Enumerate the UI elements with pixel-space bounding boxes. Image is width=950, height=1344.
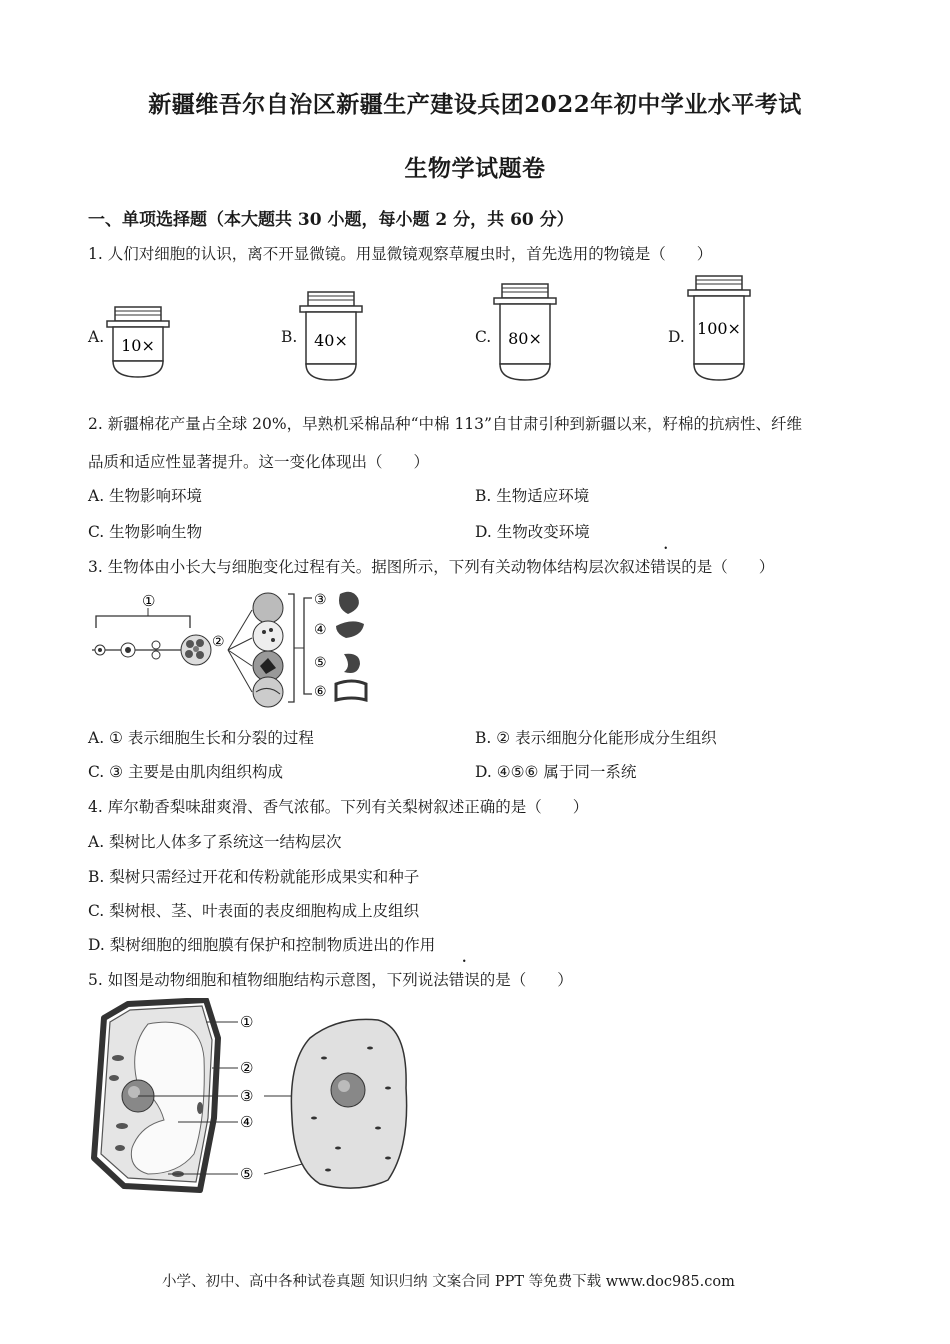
q3-option-c: C. ③ 主要是由肌肉组织构成 bbox=[88, 763, 283, 781]
cell-development-diagram bbox=[90, 588, 380, 710]
q2-option-c: C. 生物影响生物 bbox=[88, 523, 203, 541]
animal-cell bbox=[291, 1019, 406, 1188]
q2-stem-line1: 2. 新疆棉花产量占全球 20%，早熟机采棉品种“中棉 113”自甘肃引种到新疆以来，籽棉的抗病性、纤维 bbox=[88, 415, 802, 433]
liver-icon bbox=[336, 621, 364, 638]
q1-option-a-label: A. bbox=[88, 328, 105, 346]
objective-lens-mag-b: 40× bbox=[314, 331, 348, 350]
intestine-icon bbox=[336, 681, 366, 700]
q2-option-a: A. 生物影响环境 bbox=[88, 487, 203, 505]
q2-option-d: D. 生物改变环境 bbox=[475, 523, 590, 541]
title-line2: 生物学试题卷 bbox=[404, 155, 546, 182]
label-2: ② bbox=[212, 634, 225, 650]
label-4: ④ bbox=[314, 622, 327, 638]
q1-option-b-label: B. bbox=[281, 328, 298, 346]
q3-option-b: B. ② 表示细胞分化能形成分生组织 bbox=[475, 729, 717, 747]
label-5-4: ④ bbox=[240, 1113, 254, 1131]
title-line1: 新疆维吾尔自治区新疆生产建设兵团2022年初中学业水平考试 bbox=[148, 91, 802, 118]
label-5-5: ⑤ bbox=[240, 1165, 254, 1183]
footer-text: 小学、初中、高中各种试卷真题 知识归纳 文案合同 PPT 等免费下载 www.doc985.com bbox=[162, 1274, 735, 1290]
cell-structure-diagram bbox=[88, 998, 428, 1198]
label-1: ① bbox=[142, 592, 156, 610]
heart-icon bbox=[339, 592, 359, 614]
label-3: ③ bbox=[314, 592, 327, 608]
q5-stem: 5. 如图是动物细胞和植物细胞结构示意图，下列说法错误的是（ ） bbox=[88, 968, 573, 990]
objective-lens-100x-icon bbox=[684, 274, 754, 382]
q4-stem: 4. 库尔勒香梨味甜爽滑、香气浓郁。下列有关梨树叙述正确的是（ ） bbox=[88, 798, 589, 816]
objective-lens-mag-c: 80× bbox=[508, 329, 542, 348]
objective-lens-mag-d: 100× bbox=[697, 319, 741, 338]
objective-lens-10x-icon bbox=[103, 305, 173, 380]
q1-stem: 1. 人们对细胞的认识，离不开显微镜。用显微镜观察草履虫时，首先选用的物镜是（ ） bbox=[88, 245, 713, 263]
q2-stem-line2: 品质和适应性显著提升。这一变化体现出（ ） bbox=[88, 453, 430, 471]
plant-cell bbox=[94, 1000, 218, 1190]
q1-option-c-label: C. bbox=[475, 328, 492, 346]
q3-option-d: D. ④⑤⑥ 属于同一系统 bbox=[475, 763, 637, 781]
q3-option-a: A. ① 表示细胞生长和分裂的过程 bbox=[88, 729, 314, 747]
q3-emphasis: 错误 bbox=[650, 558, 682, 576]
objective-lens-mag-a: 10× bbox=[121, 336, 155, 355]
label-5-2: ② bbox=[240, 1059, 254, 1077]
q4-option-b: B. 梨树只需经过开花和传粉就能形成果实和种子 bbox=[88, 868, 420, 886]
q3-stem: 3. 生物体由小长大与细胞变化过程有关。据图所示，下列有关动物体结构层次叙述错误的是（ ） bbox=[88, 555, 774, 577]
q5-emphasis: 错误 bbox=[448, 971, 480, 989]
section-heading: 一、单项选择题（本大题共 30 小题，每小题 2 分，共 60 分） bbox=[88, 210, 574, 230]
stomach-icon bbox=[344, 654, 360, 673]
q2-option-b: B. 生物适应环境 bbox=[475, 487, 590, 505]
q1-option-d-label: D. bbox=[668, 328, 685, 346]
objective-lens-80x-icon bbox=[490, 282, 560, 382]
q4-option-d: D. 梨树细胞的细胞膜有保护和控制物质进出的作用 bbox=[88, 936, 436, 954]
q4-option-c: C. 梨树根、茎、叶表面的表皮细胞构成上皮组织 bbox=[88, 902, 420, 920]
label-5-1: ① bbox=[240, 1013, 254, 1031]
label-5-3: ③ bbox=[240, 1087, 254, 1105]
label-6: ⑥ bbox=[314, 684, 327, 700]
objective-lens-40x-icon bbox=[296, 290, 366, 382]
q4-option-a: A. 梨树比人体多了系统这一结构层次 bbox=[88, 833, 342, 851]
label-5: ⑤ bbox=[314, 655, 327, 671]
